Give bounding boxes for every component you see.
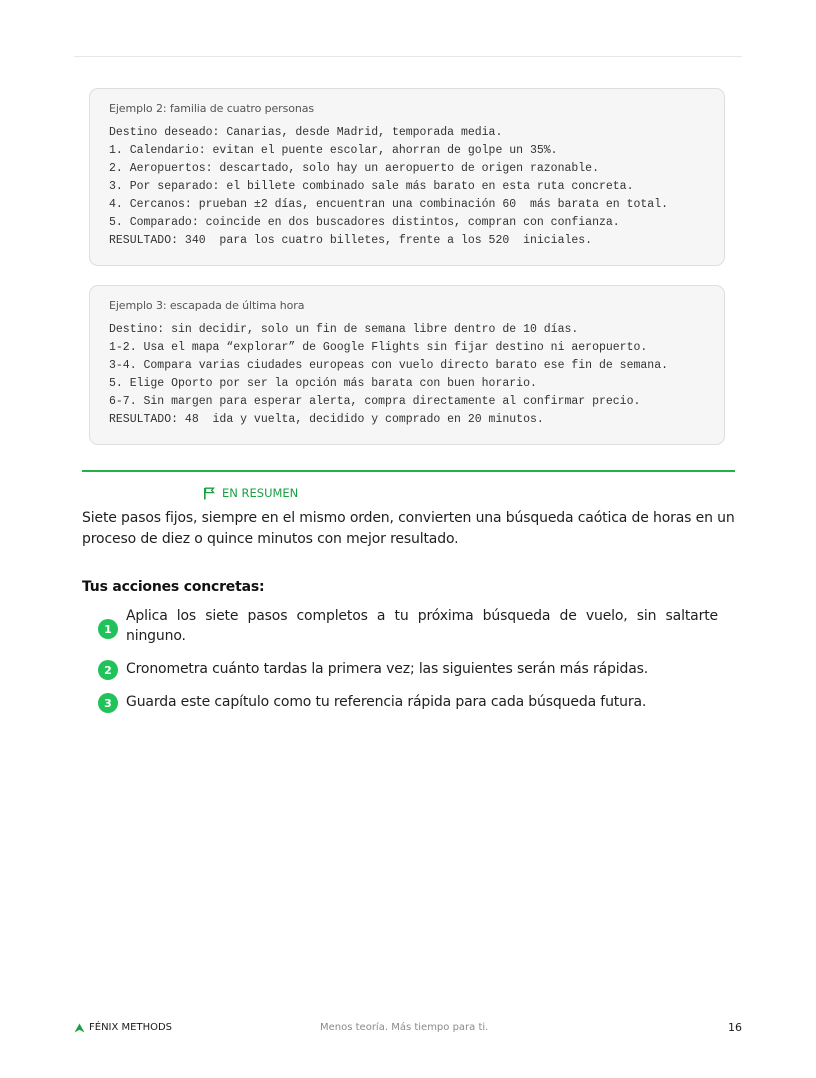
example-3-box	[89, 285, 725, 445]
action-text: Guarda este capítulo como tu referencia rápida para cada búsqueda futura.	[126, 694, 647, 710]
phoenix-logo-icon	[74, 1023, 85, 1033]
action-text: Cronometra cuánto tardas la primera vez; las siguientes serán más rápidas.	[126, 661, 649, 677]
example-result-line: RESULTADO: 48 ida y vuelta, decidido y comprado en 20 minutos.	[109, 413, 544, 426]
summary-label: EN RESUMEN	[222, 486, 299, 500]
page-number: 16	[728, 1021, 742, 1034]
example-result-line: RESULTADO: 340 para los cuatro billetes, frente a los 520 iniciales.	[109, 234, 593, 247]
example-line: Destino: sin decidir, solo un fin de semana libre dentro de 10 días.	[109, 323, 579, 336]
example-title: Ejemplo 3: escapada de última hora	[109, 299, 305, 312]
action-text: Aplica los siete pasos completos a tu próxima búsqueda de vuelo, sin saltarte ninguno.	[126, 608, 718, 644]
summary-heading	[203, 486, 298, 500]
footer-brand	[74, 1022, 172, 1033]
summary-text: Siete pasos fijos, siempre en el mismo orden, convierten una búsqueda caótica de horas en un proceso de diez o quince minutos con mejor resultado.	[82, 510, 735, 547]
example-title: Ejemplo 2: familia de cuatro personas	[109, 102, 314, 115]
step-number-badge: 2	[98, 660, 118, 680]
summary-divider	[82, 470, 735, 472]
flag-icon	[203, 487, 215, 500]
header-divider	[74, 56, 742, 57]
example-line: 3-4. Compara varias ciudades europeas con vuelo directo barato ese fin de semana.	[109, 359, 668, 372]
footer-tagline: Menos teoría. Más tiempo para ti.	[320, 1022, 489, 1033]
example-line: Destino deseado: Canarias, desde Madrid, temporada media.	[109, 126, 503, 139]
example-line: 2. Aeropuertos: descartado, solo hay un aeropuerto de origen razonable.	[109, 162, 599, 175]
example-line: 3. Por separado: el billete combinado sale más barato en esta ruta concreta.	[109, 180, 634, 193]
actions-heading: Tus acciones concretas:	[82, 579, 265, 595]
example-line: 1-2. Usa el mapa “explorar” de Google Flights sin fijar destino ni aeropuerto.	[109, 341, 648, 354]
example-2-box	[89, 88, 725, 266]
example-line: 5. Comparado: coincide en dos buscadores distintos, compran con confianza.	[109, 216, 620, 229]
step-number-badge: 3	[98, 693, 118, 713]
page-footer	[74, 1021, 742, 1037]
example-line: 4. Cercanos: prueban ±2 días, encuentran una combinación 60 más barata en total.	[109, 198, 668, 211]
example-line: 1. Calendario: evitan el puente escolar, ahorran de golpe un 35%.	[109, 144, 558, 157]
step-number-badge: 1	[98, 619, 118, 639]
example-line: 6-7. Sin margen para esperar alerta, compra directamente al confirmar precio.	[109, 395, 641, 408]
brand-name: FÉNIX METHODS	[89, 1022, 173, 1033]
example-line: 5. Elige Oporto por ser la opción más barata con buen horario.	[109, 377, 537, 390]
